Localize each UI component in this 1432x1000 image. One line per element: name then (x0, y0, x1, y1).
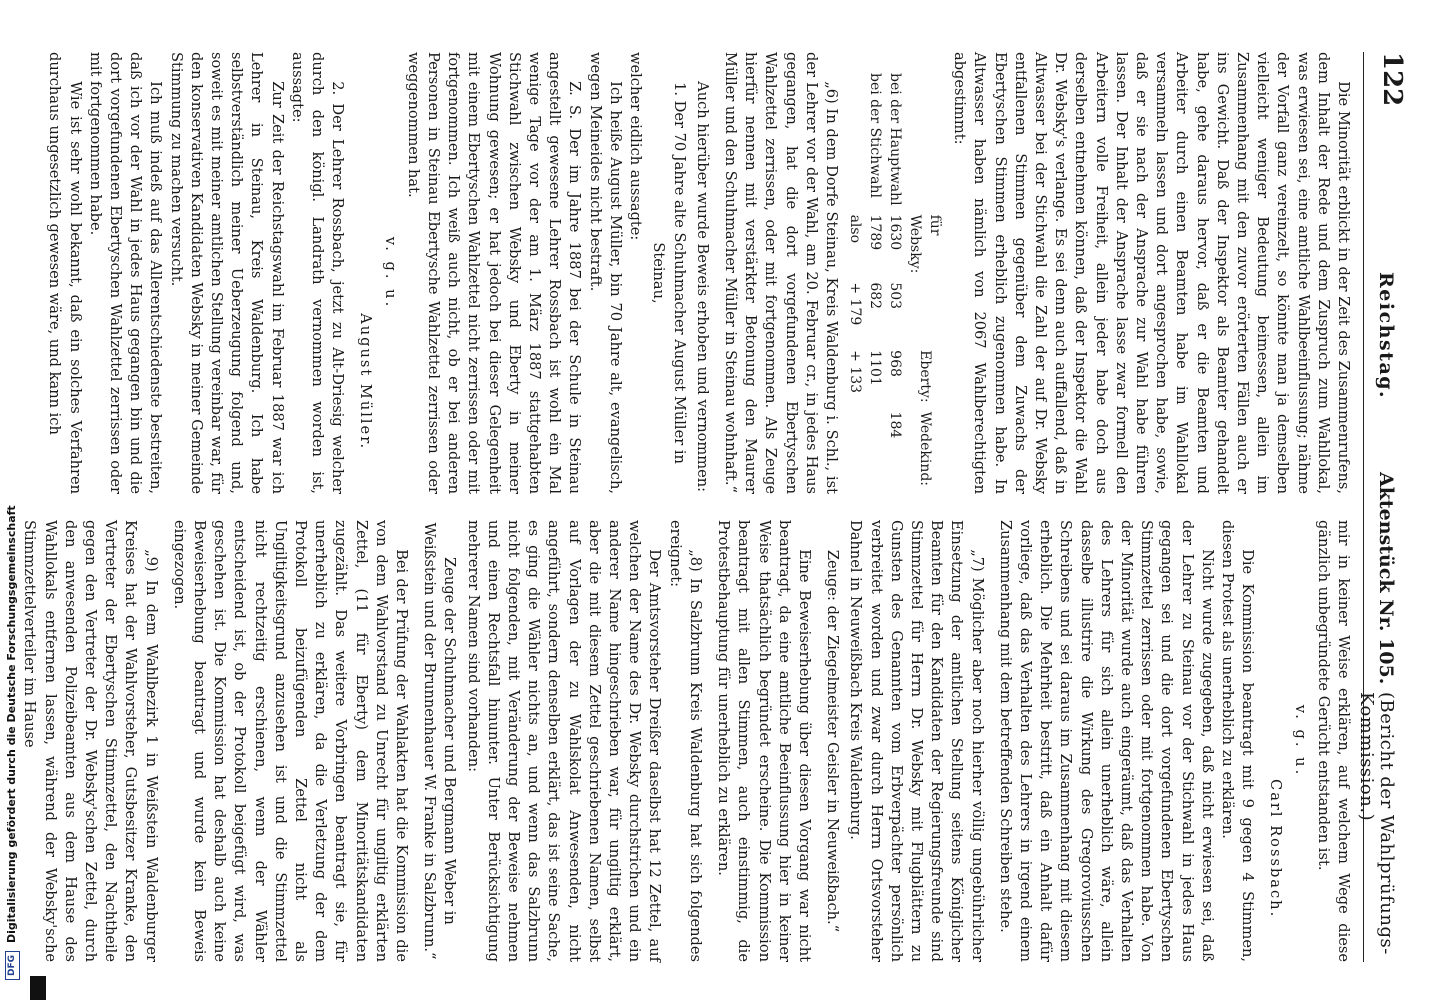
text-columns (19, 52, 1353, 962)
vote-header-cell: Wedekind: (916, 411, 933, 487)
paragraph: welcher eidlich aussagte: (627, 52, 645, 241)
right-column (19, 520, 1353, 962)
vote-cell: bei der Stichwahl (866, 73, 883, 198)
vote-row (885, 73, 905, 495)
read-approved-signed: v. g. u. (381, 236, 399, 310)
vote-cell: also (846, 214, 863, 243)
header-section: (Bericht der Wahlprüfungs-Kommission.) (1355, 692, 1397, 955)
paragraph: Bei der Prüfung der Wahlakten hat die Kommission die von dem Wahlvorstand zu Unrecht für ungiltig erklärten Zettel, (11 für Eberty) dem Minoritätskandidaten zugezählt. Das weitere Vorbringen beantragt sie, für unerheblich zu erklären, da die Verletzung der dem Protokoll beizufügenden Zettel nicht als Ungiltigkeitsgrund anzusehen ist und die Stimmzettel nicht rechtzeitig erschienen, wenn der Wähler entscheidend ist, ob der Protokoll beigefügt wird, was geschehen ist. Die Kommission hat deshalb auch keine Beweiserhebung beantragt und wurde kein Beweis eingezogen. (170, 520, 411, 962)
vote-cell: + 133 (846, 350, 863, 394)
testimony: Zur Zeit der Reichstagswahl im Februar 1887 war ich Lehrer in Steinau, Kreis Waldenburg. Ich habe selbstverständlich meiner Ueberzeugung folgend und, soweit es mit meiner amtlichen Stellung vereinbar war, für den konservativen Kandidaten Websky in meiner Gemeinde Stimmung zu machen versucht. (167, 52, 286, 494)
paragraph: Die Minorität erblickt in der Zeit des Zusammenrufens, dem Inhalt der Rede und dem Zuspruch zum Wahllokal, was erwiesen sei, eine amtliche Wahlbeeinflussung; nähme der Vorfall ganz vereinzelt, so könnte man ja demselben vielleicht weniger Bedeutung beimessen, allein im Zusammenhang mit den zuvor erörterten Fällen auch er ins Gewicht. Daß der Inspektor als Beamter gehandelt habe, gehe daraus hervor, daß er die Beamten und Arbeiter durch einen Beamten habe im Wahllokal versammeln lassen und dort angesprochen habe, sowie, daß er sie nach der Ansprache zur Wahl habe führen lassen. Der Inhalt der Ansprache lasse zwar formell den Arbeitern volle Freiheit, allein jeder habe doch aus derselben entnehmen können, daß der Inspektor die Wahl Dr. Websky's verlange. Es sei denn auch auffallend, daß in Altwasser bei der Stichwahl die Zahl der auf Dr. Websky entfallenen Stimmen gegenüber dem Zuwachs der Ebertyschen Stimmen erheblich zugenommen habe. In Altwasser haben nämlich von 2067 Wahlberechtigten abgestimmt: (951, 52, 1352, 494)
vote-cell: 1630 (886, 214, 903, 251)
vote-header-cell (905, 73, 945, 215)
vote-cell: 1789 (866, 214, 883, 251)
witness-heading: 1. Der 70 Jahre alte Schuhmacher August Müller in Steinau, (650, 82, 688, 464)
protest-quote: „7) Möglicher aber noch hierher völlig ungebührlicher Einsetzung der amtlichen Stellung seitens Königlicher Beamten für den Kandidaten der Regierungsfreunde sind Stimmzettel für Herrn Dr. Websky mit Flugblättern zu Gunsten des Genannten vom Erbverpächter persönlich verbreitet worden und zwar durch Herrn Ortsvorsteher Dahnel in Neuweißbach Kreis Waldenburg. (847, 520, 986, 962)
vote-cell: 968 (886, 350, 903, 377)
paragraph: Nicht wurde zugegeben, daß nicht erwiesen sei, daß der Lehrer zu Steinau vor der Stichwahl in jedes Haus gegangen sei und die dort vorgefundenen Ebertyschen Stimmzettel zerrissen oder mit fortgenommen habe. Von der Minorität wurde auch eingeräumt, daß das Verhalten des Lehrers für sich allein unerheblich wäre, allein dasselbe illustrire die Wirkung des Gregoroviusschen Schreibens und sei daraus im Zusammenhang mit diesem erheblich. Die Mehrheit bestritt, daß ein Anhalt dafür vorliege, daß das Verhalten des Lehrers in irgend einem Zusammenhang mit dem betreffenden Schreiben stehe. (996, 520, 1216, 962)
paragraph: Eine Beweiserhebung über diesen Vorgang war nicht beantragt, da eine amtliche Beeinflussung hier in keiner Weise thatsächlich begründet erscheine. Die Kommission beantragt mit allen Stimmen, auch einstimmig, die Protestbehauptung für unerheblich zu erklären. (715, 520, 813, 962)
vote-header-cell: Eberty: (916, 350, 933, 403)
vote-cell: 1101 (866, 350, 883, 386)
vote-header-cell (905, 282, 945, 350)
commission-motion: Die Kommission beantragt mit 9 gegen 4 Stimmen, diesen Protest als unerheblich zu erklären. (1218, 520, 1257, 962)
paragraph: Der Amtsvorsteher Dreißer daselbst hat 12 Zettel, auf welchen der Name des Dr. Websky durchstrichen und ein anderer Name hingeschrieben war, für ungiltig erklärt, aber die mit diesem Zettel geschriebenen Namen, selbst auf Vorlagen der zu Wahlskolat Anwesenden, nicht angeführt, sondern denselben erklärt, das ist seine Sache, es ging die Wähler nichts an, und wenn das Salzbrunn nicht folgenden, mit Veränderung der Beweise nehmen und einen Rechtsfall hinunter. Unter Berücksichtigung mehrerer Namen sind vorhanden: (464, 520, 664, 962)
testimony: Z. S. Der im Jahre 1887 bei der Schule in Steinau angestellt gewesene Lehrer Rossbach ist wohl ein Mal wenige Tage vor der am 1. März 1887 stattgehabten Stichwahl zwischen Websky und Eberty in meiner Wohnung gewesen; er hat jedoch bei dieser Gelegenheit mit einem Ebertyschen Wahlzettel nicht zerrissen oder mit fortgenommen. Ich weiß auch nicht, ob er bei anderen Personen in Steinau Ebertysche Wahlzettel zerrissen oder weggenommen hat. (404, 52, 584, 494)
protest-quote: „9) In dem Wahlbezirk 1 in Weißstein Waldenburger Kreises hat der Wahlvorsteher, Gutsbesitzer Kranke, den Vertreter der Ebertyschen Stimmzettel, den Nachtheile gegen den Vertreter der Dr. Websky'schen Zettel, durch den anwesenden Polizeibeamten aus dem Hause des Wahllokals entfernen lassen, während der Websky'sche Stimmzettelverteiler im Hause (21, 520, 160, 962)
left-column (19, 52, 1353, 494)
vote-row (845, 73, 865, 495)
witness-line: Zeuge: der Ziegelmeister Geisler in Neuweißbach.“ (824, 549, 842, 933)
vote-cell: bei der Hauptwahl (886, 73, 903, 206)
vote-cell: + 179 (846, 282, 863, 326)
testimony: Ich heiße August Müller, bin 70 Jahre alt, evangelisch, wegen Meineides nicht bestraft. (586, 52, 624, 494)
vote-cell: 503 (886, 282, 903, 310)
vote-table-header (905, 73, 945, 495)
witness-line: Zeuge der Schuhmacher und Bergmann Weber in Weißstein und der Brunnenhauer W. Franke in Salzbrunn.“ (421, 522, 459, 960)
vote-header-cell: für Websky: (906, 214, 943, 274)
protest-quote: „6) In dem Dorfe Steinau, Kreis Waldenburg i. Schl., ist der Lehrer vor der Wahl, am 20. Februar cr., in jedes Haus gegangen, hat die dort vorgefundenen Ebertyschen Wahlzettel zerrissen, oder mit fortgenommen. Als Zeuge hierfür nennen mit verstärkter Betonung den Maurer Müller und den Schuhmacher Müller in Steinau wohnhaft.“ (721, 52, 840, 494)
header-document-number: Aktenstück Nr. 105. (1375, 472, 1397, 685)
vote-cell (845, 412, 865, 495)
dfg-logo: DFG (5, 951, 20, 980)
page-number: 122 (1377, 52, 1407, 107)
signature: Carl Rossbach. (1267, 779, 1285, 919)
vote-row (865, 73, 885, 495)
credit-text: Digitalisierung gefördert durch die Deutsche Forschungsgemeinschaft (5, 505, 18, 943)
vote-cell: 184 (886, 411, 903, 439)
paragraph: Auch hierüber wurde Beweis erhoben und vernommen: (693, 81, 711, 493)
testimony: Ich muß indeß auf das Allerentschiedenste bestreiten, daß ich vor der Wahl in jedes Haus gegangen bin und die dort vorgefundenen Ebertyschen Wahlzettel zerrissen oder mit fortgenommen habe. (86, 52, 165, 494)
document-page (21, 0, 1432, 1000)
protest-quote: „8) In Salzbrunn Kreis Waldenburg hat sich folgendes ereignet: (666, 520, 704, 962)
running-head (1355, 52, 1407, 962)
vote-cell (865, 412, 885, 495)
witness-heading: 2. Der Lehrer Rossbach, jetzt zu Alt-Driesig welcher durch den königl. Landrath vernommen worden ist, aussagte: (288, 52, 347, 494)
read-approved-signed: v. g. u. (1291, 704, 1309, 778)
vote-cell (845, 73, 865, 215)
testimony: Wie ist sehr wohl bekannt, daß ein solches Verfahren durchaus ungesetzlich gewesen wäre, und kann ich (46, 52, 84, 494)
header-title: Reichstag. (1375, 272, 1397, 400)
vote-cell: 682 (866, 282, 883, 310)
paragraph: mir in keiner Weise erklären, auf welchem Wege diese gänzlich unbegründete Gerücht entstanden ist. (1314, 520, 1352, 962)
signature: August Müller. (357, 313, 375, 451)
vote-table (845, 73, 945, 495)
